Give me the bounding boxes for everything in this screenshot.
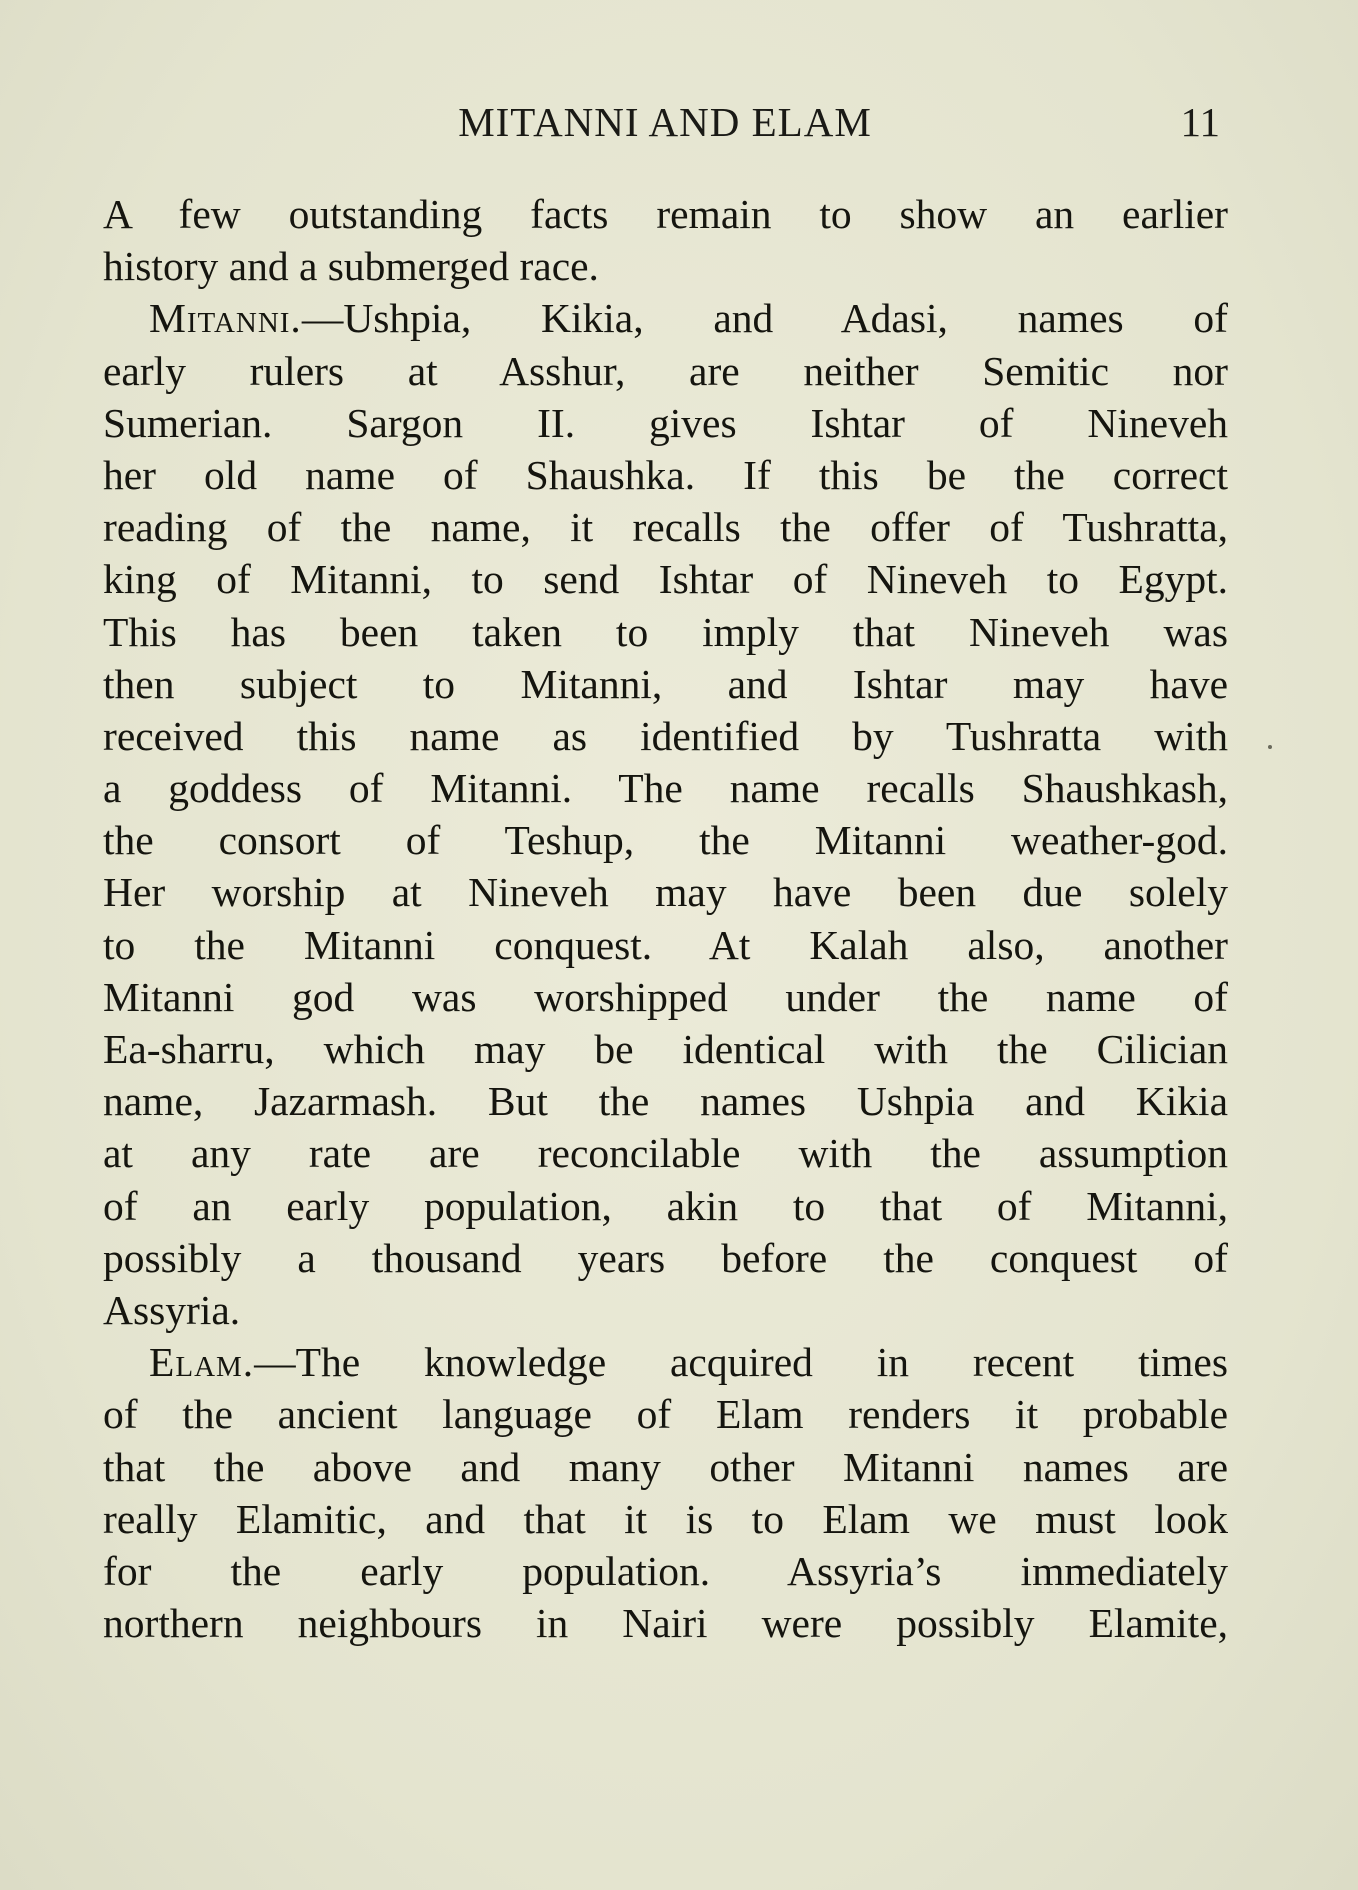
- text-line: that the above and many other Mitanni names are: [103, 1443, 1228, 1490]
- text-line: reading of the name, it recalls the offer of Tushratta,: [103, 504, 1228, 551]
- text-line: history and a submerged race.: [103, 243, 599, 290]
- text-line: Ea-sharru, which may be identical with the Cilician: [103, 1026, 1228, 1072]
- text-line: a goddess of Mitanni. The name recalls Shaushkash,: [103, 765, 1228, 812]
- text-line: northern neighbours in Nairi were possibly Elamite,: [103, 1600, 1228, 1647]
- text-line: then subject to Mitanni, and Ishtar may have: [103, 660, 1228, 707]
- text-line: possibly a thousand years before the conquest of: [103, 1234, 1228, 1281]
- paragraph-mitanni: [103, 292, 1228, 1336]
- text-fragment: —The knowledge acquired in recent times: [254, 1339, 1228, 1386]
- body-text: [103, 188, 1228, 1649]
- text-line: for the early population. Assyria’s immediately: [103, 1547, 1228, 1594]
- text-line: received this name as identified by Tushratta with: [103, 712, 1228, 759]
- text-line: This has been taken to imply that Nineveh was: [103, 608, 1228, 655]
- text-line: of an early population, akin to that of Mitanni,: [103, 1182, 1228, 1229]
- text-line: Assyria.: [103, 1286, 241, 1333]
- text-line: king of Mitanni, to send Ishtar of Nineveh to Egypt.: [103, 556, 1228, 603]
- text-line: her old name of Shaushka. If this be the correct: [103, 451, 1228, 498]
- paper-speck-mark: [1268, 745, 1272, 749]
- text-line: of the ancient language of Elam renders it probable: [103, 1391, 1228, 1438]
- text-line: Mitanni god was worshipped under the name of: [103, 973, 1228, 1020]
- text-line: really Elamitic, and that it is to Elam we must look: [103, 1495, 1228, 1542]
- text-line: early rulers at Asshur, are neither Semitic nor: [103, 347, 1228, 394]
- text-line: Sumerian. Sargon II. gives Ishtar of Nineveh: [103, 399, 1228, 446]
- paragraph-intro: [103, 188, 1228, 292]
- page-number: 11: [1180, 99, 1220, 145]
- text-fragment: —Ushpia, Kikia, and Adasi, names of: [301, 295, 1228, 342]
- text-line: at any rate are reconcilable with the assumption: [103, 1130, 1228, 1177]
- text-line: [103, 292, 1228, 344]
- running-title: MITANNI AND ELAM: [458, 99, 872, 145]
- section-heading-elam: Elam.: [149, 1339, 255, 1386]
- text-line: the consort of Teshup, the Mitanni weather-god.: [103, 817, 1228, 864]
- paragraph-elam: [103, 1336, 1228, 1649]
- section-heading-mitanni: Mitanni.: [149, 295, 302, 342]
- text-line: name, Jazarmash. But the names Ushpia and Kikia: [103, 1078, 1228, 1125]
- text-line: A few outstanding facts remain to show an earlier: [103, 191, 1228, 237]
- text-line: to the Mitanni conquest. At Kalah also, another: [103, 921, 1228, 968]
- page-header: [100, 98, 1230, 158]
- text-line: Her worship at Nineveh may have been due solely: [103, 869, 1228, 916]
- text-line: [103, 1336, 1228, 1388]
